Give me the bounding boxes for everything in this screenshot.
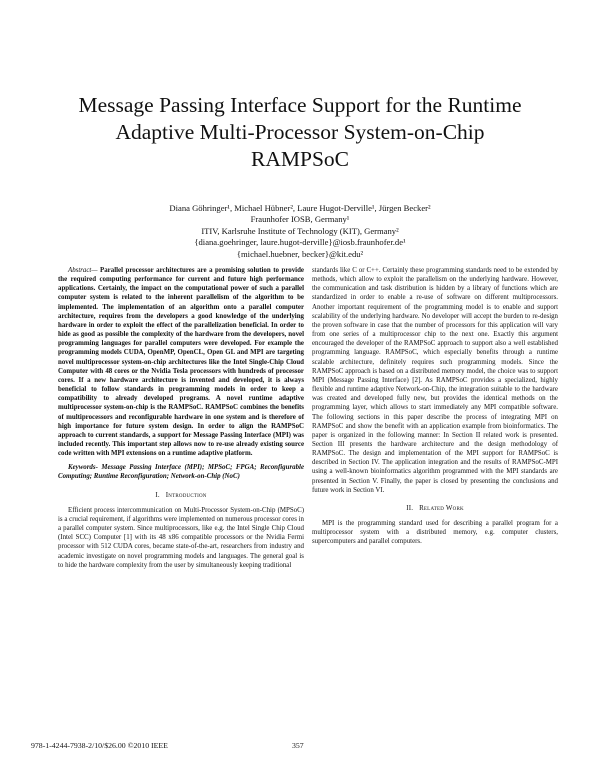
left-column (58, 266, 304, 570)
title-line-2: Adaptive Multi-Processor System-on-Chip (115, 120, 485, 144)
section-1-name: Introduction (165, 490, 207, 499)
right-column (312, 266, 558, 547)
section-heading-related-work (312, 504, 558, 513)
email-2: {michael.huebner, becker}@kit.edu² (236, 248, 364, 259)
abstract-lead: Abstract— (68, 267, 98, 274)
section-heading-introduction (58, 491, 304, 500)
paper-title (40, 92, 560, 173)
author-block (40, 203, 560, 260)
copyright-notice: 978-1-4244-7938-2/10/$26.00 ©2010 IEEE (31, 741, 168, 750)
abstract-text: Parallel processor architectures are a promising solution to provide the required computing performance for current and future high performance applications. Certainly, the impact on the computational power of such a parallel computer system is related to the inherent parallelism of the algorithm to be implemented. The implementation of an algorithm onto a parallel computer architecture, requires from the developers a good knowledge of the underlying hardware in order to exploit the effect of the parallelization beneficial. In order to hide as good as possible the complexity of the hardware from the developers, novel programming languages for parallel computers were developed. For example the programming models CUDA, OpenMP, OpenCL, Open GL and MPI are targeting novel multiprocessor system-on-chip architectures like the Intel Single-Chip Cloud Computer with 48 cores or the Nvidia Tesla processors with hundreds of processor cores. If a new hardware architecture is invented and developed, it is always beneficial to follow standards in programming models in order to keep a compatibility to already developed programs. A novel runtime adaptive multiprocessor system-on-chip is the RAMPSoC. RAMPSoC combines the benefits of multiprocessors and reconfigurable hardware in one system and is therefore of high importance for future system design. In order to align the RAMPSoC approach to current standards, a support for Message Passing Interface (MPI) was included recently. This important step allows now to re-use already existing source code written with MPI extensions on a runtime adaptive platform. (58, 267, 304, 458)
email-1: {diana.goehringer, laure.hugot-derville}@iosb.fraunhofer.de¹ (194, 237, 406, 248)
title-line-1: Message Passing Interface Support for the Runtime (78, 93, 522, 117)
related-work-paragraph: MPI is the programming standard used for describing a parallel program for a multiprocessor system with a distributed memory, e.g. computer clusters, supercomputers and parallel computers. (312, 520, 558, 546)
title-line-3: RAMPSoC (251, 147, 349, 171)
keywords: Keywords- Message Passing Interface (MPI); MPSoC; FPGA; Reconfigurable Computing; Runtime Reconfiguration; Network-on-Chip (NoC) (58, 464, 304, 481)
introduction-continued-paragraph: standards like C or C++. Certainly these programming standards need to be extended by methods, which allow to exploit the parallelism on the underlying hardware. However, the communication and task distribution is hidden by a library of functions which are standardized in order to enable a re-use of software on different multiprocessors. Another important requirement of the programming model is to enable and support scalability of the underlying hardware. No developer will accept the burden to re-design the proven software in case that the number of processors for this application will vary from one series of a multiprocessor chip to the next one. Exactly this argument encouraged the developer of the RAMPSoC approach to support also a well established programming language. RAMPSoC, which especially benefits through a runtime scalable architecture, definitely requires such programming models. Since the RAMPSoC approach is based on a distributed memory model, the choice was to support MPI (Message Passing Interface) [2]. As RAMPSoC provides a specialized, highly flexible and runtime adaptive Network-on-Chip, the integration suitable to the hardware was created and developed fully new, but provides the identical methods on the programming layer, which allows to start immediately any MPI compatible software. The following sections in this paper describe the process of integrating MPI on RAMPSoC and show the benefit with an application example from bioinformatics. The paper is organized in the following manner: In Section II related work is presented. Section III presents the hardware architecture and the design methodology of RAMPSoC. The design and implementation of the MPI support for RAMPSoC is described in Section IV. The application integration and the results of RAMPSoC-MPI using a well-known bioinformatics algorithm programmed with the MPI standards are presented in Section V. Finally, the paper is closed by presenting the conclusions and future work in Section VI. (312, 267, 558, 494)
section-2-name: Related Work (419, 503, 464, 512)
introduction-paragraph: Efficient process intercommunication on Multi-Processor System-on-Chip (MPSoC) is a crucial requirement, if algorithms were implemented on numerous processor cores in a parallel computer system. Since multiprocessors, like e.g. the Intel Single Chip Cloud (Intel SCC) Computer [1] with its 48 x86 compatible processors or the Nvidia Fermi processor with 512 CUDA cores, became state-of-the-art, researchers from industry and academic investigate on novel programming models and languages. The general goal is to hide the hardware complexity from the user by simultaneously keeping traditional (58, 506, 304, 569)
page-number: 357 (292, 741, 304, 750)
section-2-numeral: II. (406, 503, 414, 512)
affiliation-1: Fraunhofer IOSB, Germany¹ (250, 214, 350, 225)
affiliation-2: ITIV, Karlsruhe Institute of Technology (KIT), Germany² (201, 225, 399, 236)
section-1-numeral: I. (155, 490, 160, 499)
author-names: Diana Göhringer¹, Michael Hübner², Laure Hugot-Derville¹, Jürgen Becker² (169, 203, 431, 213)
abstract (58, 266, 304, 458)
